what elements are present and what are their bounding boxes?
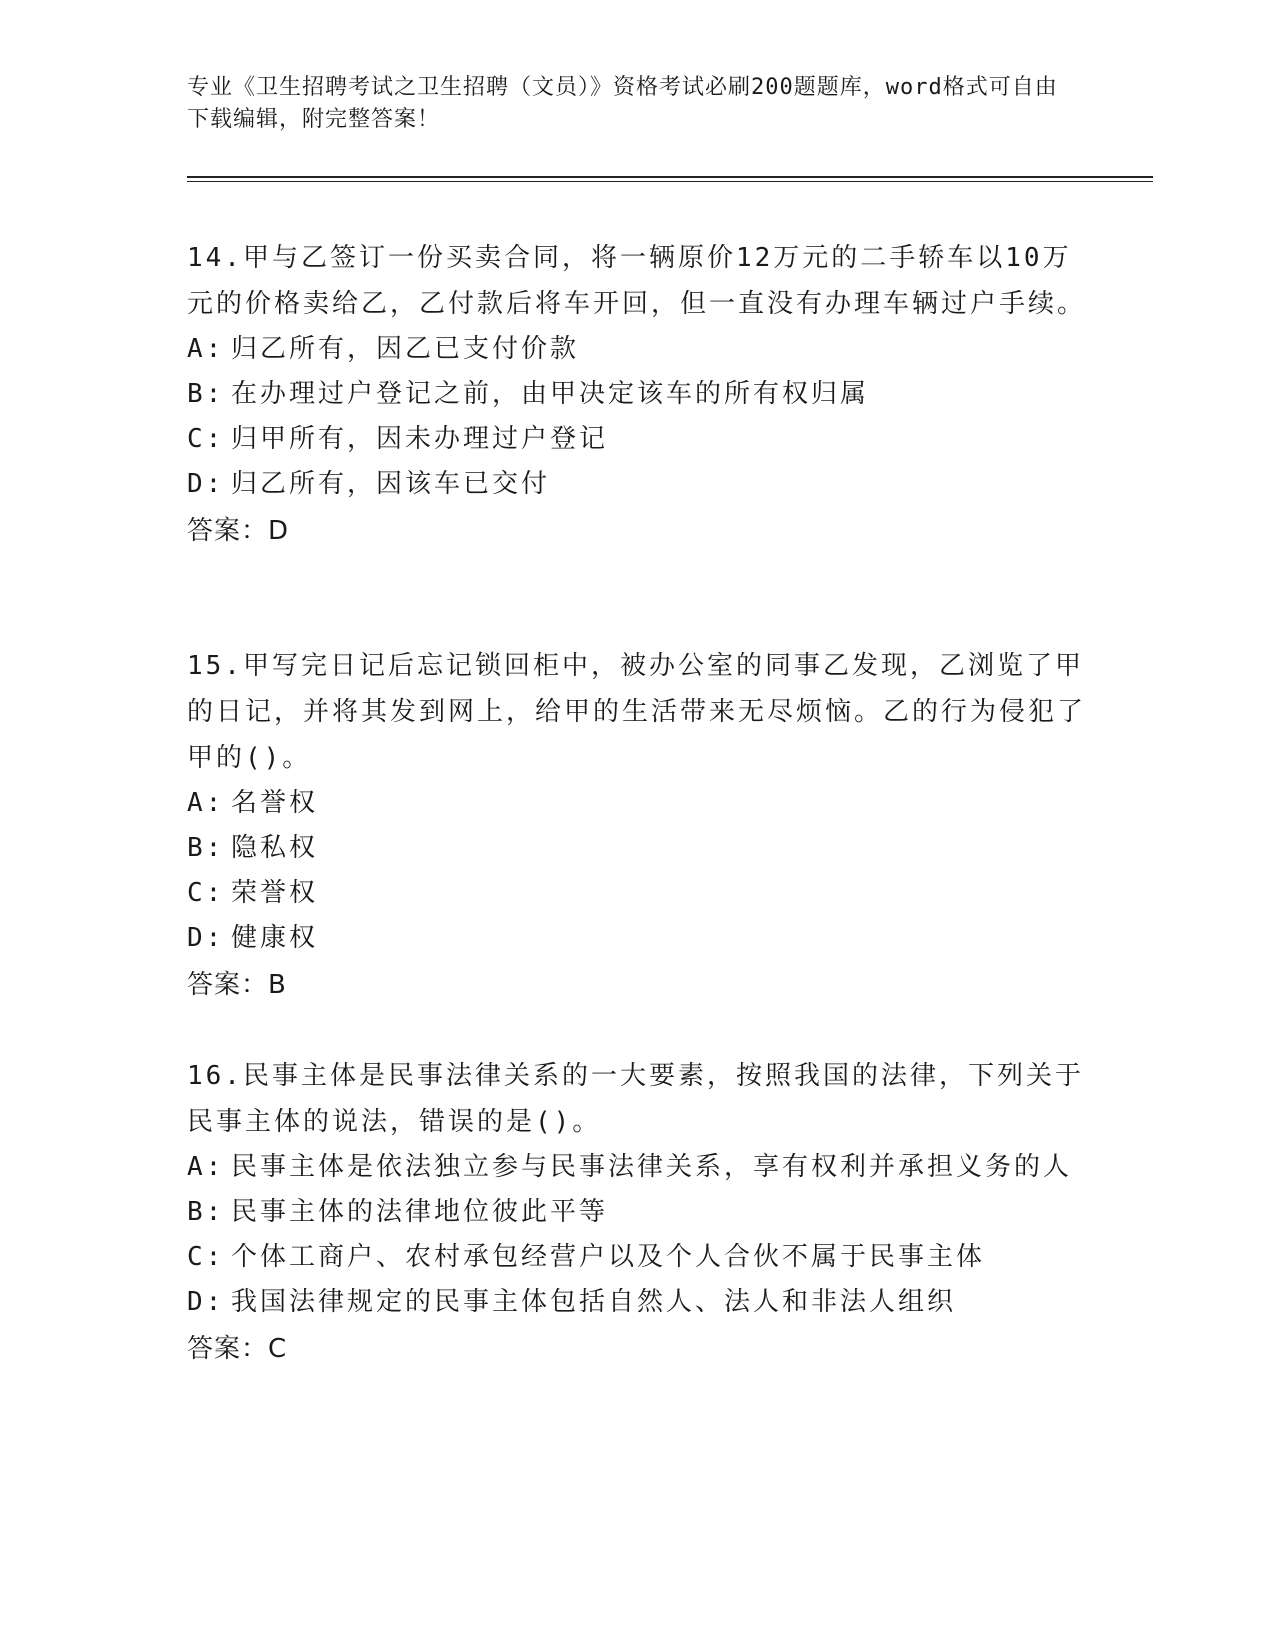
answer: 答案：B	[187, 970, 287, 1000]
option-text: 名誉权	[231, 788, 319, 818]
option-text: 归乙所有，因该车已交付	[231, 469, 551, 499]
option-text: 健康权	[231, 923, 319, 953]
option-text: 归甲所有，因未办理过户登记	[231, 424, 609, 454]
option-text: 隐私权	[231, 833, 319, 863]
option-a	[187, 781, 1087, 826]
option-letter: C:	[187, 878, 225, 908]
header-divider-thick	[187, 176, 1153, 178]
option-letter: D:	[187, 469, 225, 499]
option-text: 荣誉权	[231, 878, 319, 908]
option-letter: B:	[187, 1197, 225, 1227]
header-divider-thin	[187, 181, 1153, 182]
option-letter: C:	[187, 1242, 225, 1272]
answer: 答案：C	[187, 1334, 288, 1364]
header-text: 专业《卫生招聘考试之卫生招聘（文员）》资格考试必刷200题题库，word格式可自由下载编辑，附完整答案！	[187, 75, 1058, 132]
option-letter: B:	[187, 833, 225, 863]
option-d	[187, 462, 1087, 507]
option-d	[187, 1280, 1087, 1325]
question-15	[187, 643, 1087, 1009]
question-stem: 15.甲写完日记后忘记锁回柜中，被办公室的同事乙发现，乙浏览了甲的日记，并将其发到网上，给甲的生活带来无尽烦恼。乙的行为侵犯了甲的()。	[187, 651, 1087, 773]
document-header	[187, 72, 1077, 136]
option-letter: A:	[187, 1152, 225, 1182]
option-c	[187, 417, 1087, 462]
option-letter: A:	[187, 788, 225, 818]
answer: 答案：D	[187, 516, 290, 546]
question-14	[187, 235, 1087, 555]
option-text: 归乙所有，因乙已支付价款	[231, 334, 580, 364]
option-letter: C:	[187, 424, 225, 454]
option-letter: D:	[187, 1287, 225, 1317]
option-b	[187, 1190, 1087, 1235]
option-text: 我国法律规定的民事主体包括自然人、法人和非法人组织	[231, 1287, 957, 1317]
option-a	[187, 327, 1087, 372]
question-stem: 14.甲与乙签订一份买卖合同，将一辆原价12万元的二手轿车以10万元的价格卖给乙，乙付款后将车开回，但一直没有办理车辆过户手续。	[187, 243, 1087, 319]
option-d	[187, 916, 1087, 961]
option-text: 民事主体的法律地位彼此平等	[231, 1197, 609, 1227]
question-stem: 16.民事主体是民事法律关系的一大要素，按照我国的法律，下列关于民事主体的说法，错误的是()。	[187, 1061, 1084, 1137]
option-text: 在办理过户登记之前，由甲决定该车的所有权归属	[231, 379, 870, 409]
option-b	[187, 372, 1087, 417]
option-letter: D:	[187, 923, 225, 953]
option-c	[187, 871, 1087, 916]
option-letter: B:	[187, 379, 225, 409]
option-b	[187, 826, 1087, 871]
option-text: 民事主体是依法独立参与民事法律关系，享有权利并承担义务的人	[231, 1152, 1073, 1182]
option-letter: A:	[187, 334, 225, 364]
option-text: 个体工商户、农村承包经营户以及个人合伙不属于民事主体	[231, 1242, 986, 1272]
question-16	[187, 1053, 1087, 1373]
option-a	[187, 1145, 1087, 1190]
option-c	[187, 1235, 1087, 1280]
